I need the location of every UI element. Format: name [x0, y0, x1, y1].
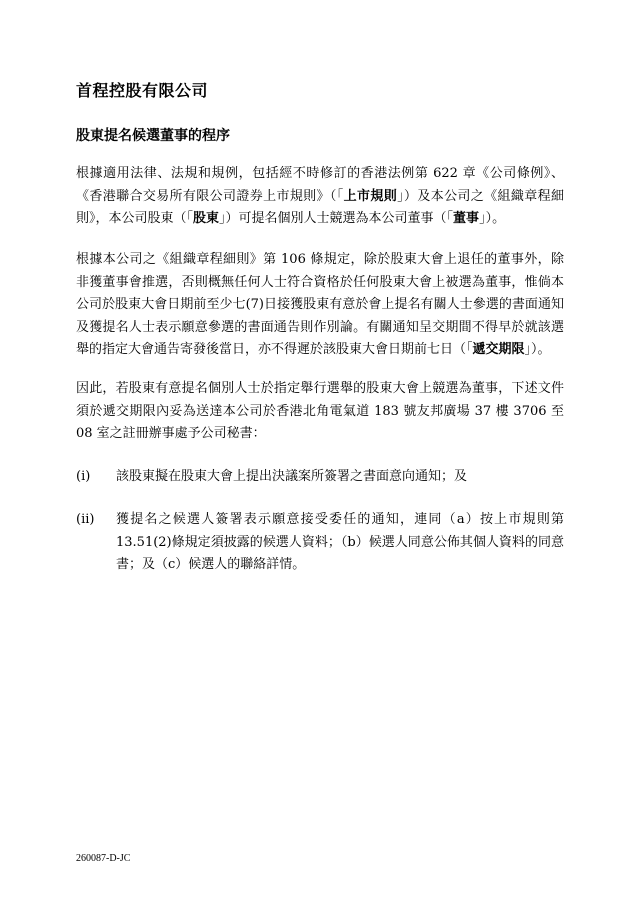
para1-text-1: 根據適用法律、法規和規例，包括經不時修訂的香港法例第 622 章《公司條例》、《香港聯合交易所有限公司證券上市規則》（「 — [76, 166, 564, 204]
paragraph-articles — [76, 249, 564, 362]
para1-text-2: 」）及本公司之《組織章程細則》，本公司股東（「 — [76, 188, 564, 226]
section-heading: 股東提名候選董事的程序 — [76, 128, 230, 144]
list-item-text: 該股東擬在股東大會上提出決議案所簽署之書面意向通知；及 — [116, 469, 468, 484]
paragraph-submission: 因此，若股東有意提名個別人士於指定舉行選舉的股東大會上競選為董事，下述文件須於遞交期限內妥為送達本公司於香港北角電氣道 183 號友邦廣場 37 樓 3706 至 08 室之註冊辦事處予公司秘書： — [76, 381, 564, 441]
para2-text-2: 」）。 — [524, 342, 551, 357]
paragraph-legal-basis — [76, 163, 564, 231]
company-name: 首程控股有限公司 — [76, 81, 209, 100]
para1-text-3: 」）可提名個別人士競選為本公司董事（「 — [219, 211, 454, 226]
term-submission-period: 遞交期限 — [472, 342, 525, 357]
para2-text-1: 根據本公司之《組織章程細則》第 106 條規定，除於股東大會上退任的董事外，除非獲董事會推選，否則概無任何人士符合資格於任何股東大會上被選為董事，惟倘本公司於股東大會日期前至少七(7)日接獲股東有意於會上提名有關人士參選的書面通知及獲提名人士表示願意參選的書面通告則作別論。有關通知呈交期間不得早於就該選舉的指定大會通告寄發後當日，亦不得遲於該股東大會日期前七日（「 — [76, 252, 564, 357]
list-item-number: (ii) — [76, 512, 95, 527]
list-item-text: 獲提名之候選人簽署表示願意接受委任的通知，連同（a）按上市規則第 13.51(2)條規定須披露的候選人資料；（b）候選人同意公佈其個人資料的同意書；及（c）候選人的聯絡詳情。 — [116, 512, 564, 572]
term-shareholders: 股東 — [193, 211, 220, 226]
footer-code: 260087-D-JC — [76, 853, 131, 864]
term-directors: 董事 — [453, 211, 480, 226]
term-listing-rules: 上市規則 — [343, 188, 398, 204]
para1-text-4: 」）。 — [479, 211, 506, 226]
list-item-number: (i) — [76, 469, 91, 484]
